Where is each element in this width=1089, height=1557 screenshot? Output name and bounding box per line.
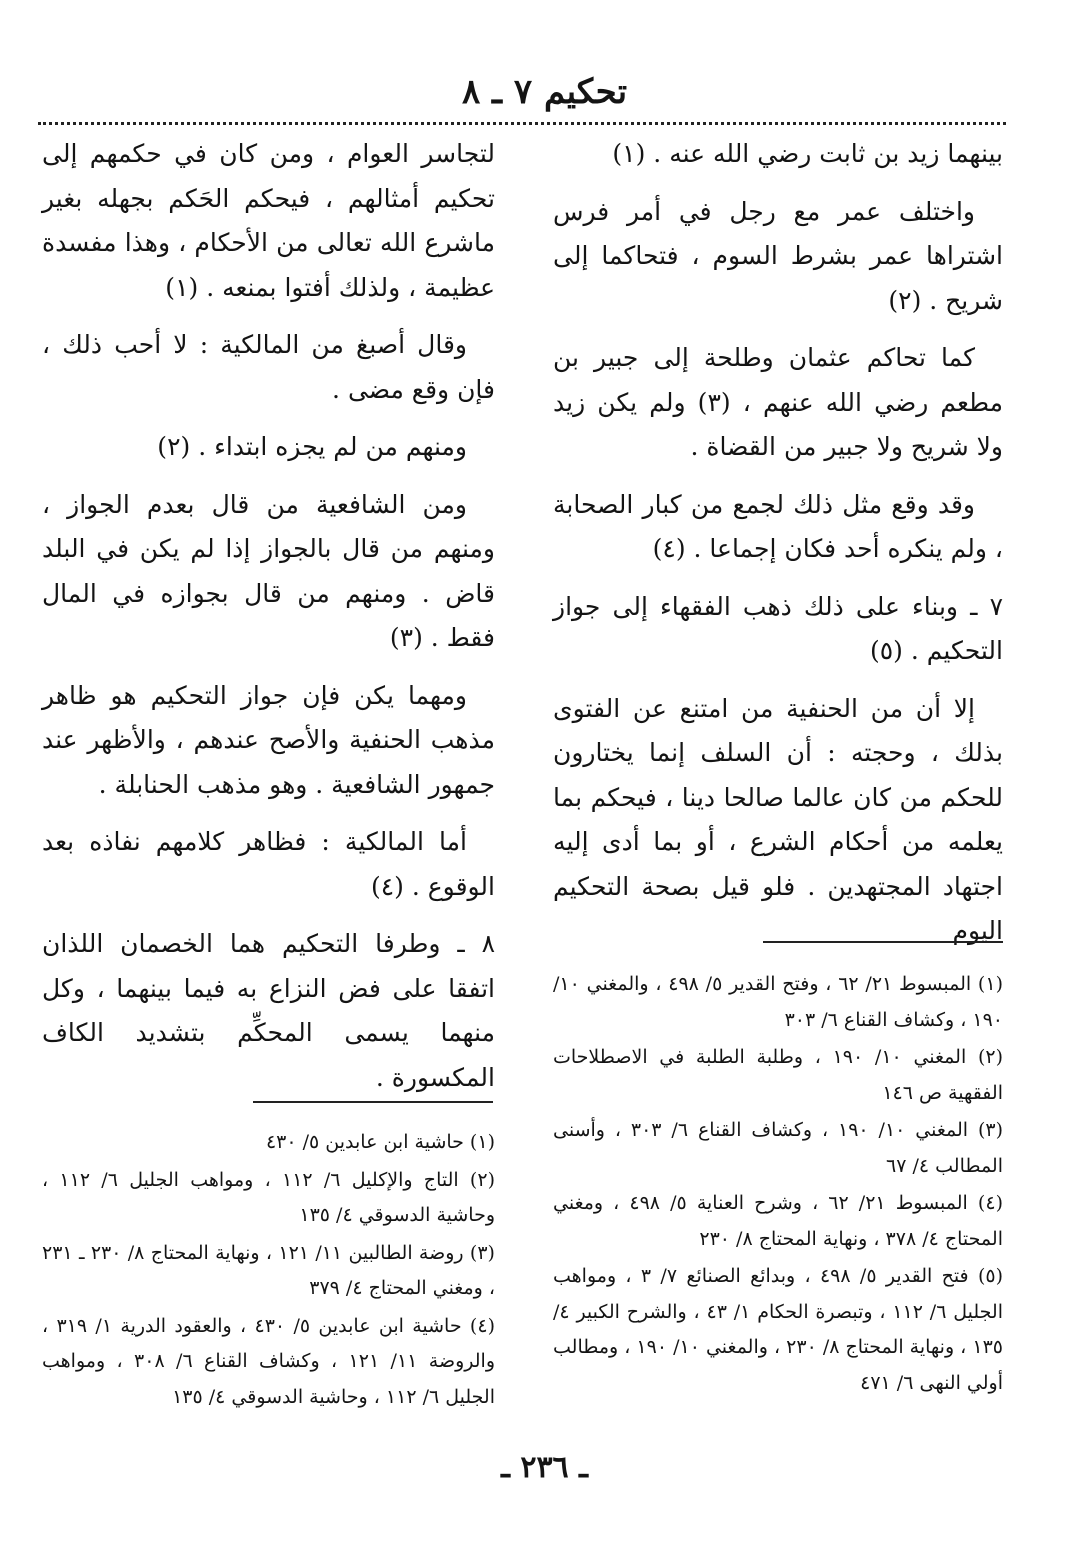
right-paragraph-4: وقد وقع مثل ذلك لجمع من كبار الصحابة ، ولم ينكره أحد فكان إجماعا . (٤) (553, 489, 1003, 563)
header-dotted-rule (38, 122, 1006, 125)
right-paragraph-5: ٧ ـ وبناء على ذلك ذهب الفقهاء إلى جواز التحكيم . (٥) (553, 591, 1003, 665)
right-footnote-5: (٥) فتح القدير ٥/ ٤٩٨ ، وبدائع الصنائع ٧/ ٣ ، ومواهب الجليل ٦/ ١١٢ ، وتبصرة الحكام ١/ ٤٣ ، والشرح الكبير ٤/ ١٣٥ ، ونهاية المحتاج ٨/ ٢٣٠ ، والمغني ١٠/ ١٩٠ ، ومطالب أولي النهى ٦/ ٤٧١ (553, 1265, 1004, 1394)
left-footnote-4: (٤) حاشية ابن عابدين ٥/ ٤٣٠ ، والعقود الدرية ١/ ٣١٩ ، والروضة ١١/ ١٢١ ، وكشاف القناع ٦/ ٣٠٨ ، ومواهب الجليل ٦/ ١١٢ ، وحاشية الدسوقي ٤/ ١٣٥ (42, 1314, 495, 1408)
left-footnotes (42, 1125, 495, 1417)
left-paragraph-4: ومن الشافعية من قال بعدم الجواز ، ومنهم من قال بالجواز إذا لم يكن في البلد قاض . ومنهم من قال بجوازه في المال فقط . (٣) (42, 489, 495, 652)
right-footnote-1: (١) المبسوط ٢١/ ٦٢ ، وفتح القدير ٥/ ٤٩٨ ، والمغني ١٠/ ١٩٠ ، وكشاف القناع ٦/ ٣٠٣ (553, 973, 1003, 1031)
right-footnote-4: (٤) المبسوط ٢١/ ٦٢ ، وشرح العناية ٥/ ٤٩٨ ، ومغني المحتاج ٤/ ٣٧٨ ، ونهاية المحتاج ٨/ ٢٣٠ (553, 1192, 1003, 1250)
right-footnote-2: (٢) المغني ١٠/ ١٩٠ ، وطلبة الطلبة في الاصطلاحات الفقهية ص ١٤٦ (553, 1046, 1003, 1104)
left-footnote-rule (253, 1101, 493, 1103)
left-footnote-2: (٢) التاج والإكليل ٦/ ١١٢ ، ومواهب الجليل ٦/ ١١٢ ، وحاشية الدسوقي ٤/ ١٣٥ (42, 1168, 495, 1226)
left-paragraph-2: وقال أصبغ من المالكية : لا أحب ذلك ، فإن وقع مضى . (42, 330, 495, 404)
right-paragraph-2: واختلف عمر مع رجل في أمر فرس اشتراها عمر بشرط السوم ، فتحاكما إلى شريح . (٢) (553, 196, 1003, 315)
right-column (553, 132, 1003, 967)
right-paragraph-6: إلا أن من الحنفية من امتنع عن الفتوى بذلك ، وحجته : أن السلف إنما يختارون للحكم من كان عالما صالحا دينا ، فيحكم بما يعلمه من أحكام الشرع ، أو بما أدى إليه اجتهاد المجتهدين . فلو قيل بصحة التحكيم اليوم (553, 693, 1003, 945)
page-number: ـ ٢٣٦ ـ (501, 1450, 588, 1485)
left-footnote-3: (٣) روضة الطالبين ١١/ ١٢١ ، ونهاية المحتاج ٨/ ٢٣٠ ـ ٢٣١ ، ومغني المحتاج ٤/ ٣٧٩ (42, 1241, 495, 1299)
left-column (42, 132, 495, 1113)
left-paragraph-3: ومنهم من لم يجزه ابتداء . (٢) (157, 432, 467, 461)
right-footnote-3: (٣) المغني ١٠/ ١٩٠ ، وكشاف القناع ٦/ ٣٠٣ ، وأسنى المطالب ٤/ ٦٧ (553, 1119, 1004, 1177)
left-paragraph-5: ومهما يكن فإن جواز التحكيم هو ظاهر مذهب الحنفية والأصح عندهم ، والأظهر عند جمهور الشافعية . وهو مذهب الحنابلة . (42, 680, 495, 799)
right-footnote-rule (763, 941, 1003, 943)
left-paragraph-6: أما المالكية : فظاهر كلامهم نفاذه بعد الوقوع . (٤) (42, 827, 495, 901)
left-paragraph-7: ٨ ـ وطرفا التحكيم هما الخصمان اللذان اتفقا على فض النزاع به فيما بينهما ، وكل منهما يسمى المحكِّم بتشديد الكاف المكسورة . (42, 929, 495, 1092)
right-footnotes (553, 967, 1003, 1403)
right-paragraph-3: كما تحاكم عثمان وطلحة إلى جبير بن مطعم رضي الله عنهم ، (٣) ولم يكن زيد ولا شريح ولا جبير من القضاة . (553, 343, 1003, 461)
right-paragraph-1: بينهما زيد بن ثابت رضي الله عنه . (١) (612, 139, 1003, 168)
left-footnote-1: (١) حاشية ابن عابدين ٥/ ٤٣٠ (265, 1131, 495, 1153)
left-paragraph-1: لتجاسر العوام ، ومن كان في حكمهم إلى تحكيم أمثالهم ، فيحكم الحَكم بجهله بغير ماشرع الله تعالى من الأحكام ، وهذا مفسدة عظيمة ، ولذلك أفتوا بمنعه . (١) (42, 139, 495, 302)
page-header-title: تحكيم ٧ ـ ٨ (461, 72, 628, 112)
